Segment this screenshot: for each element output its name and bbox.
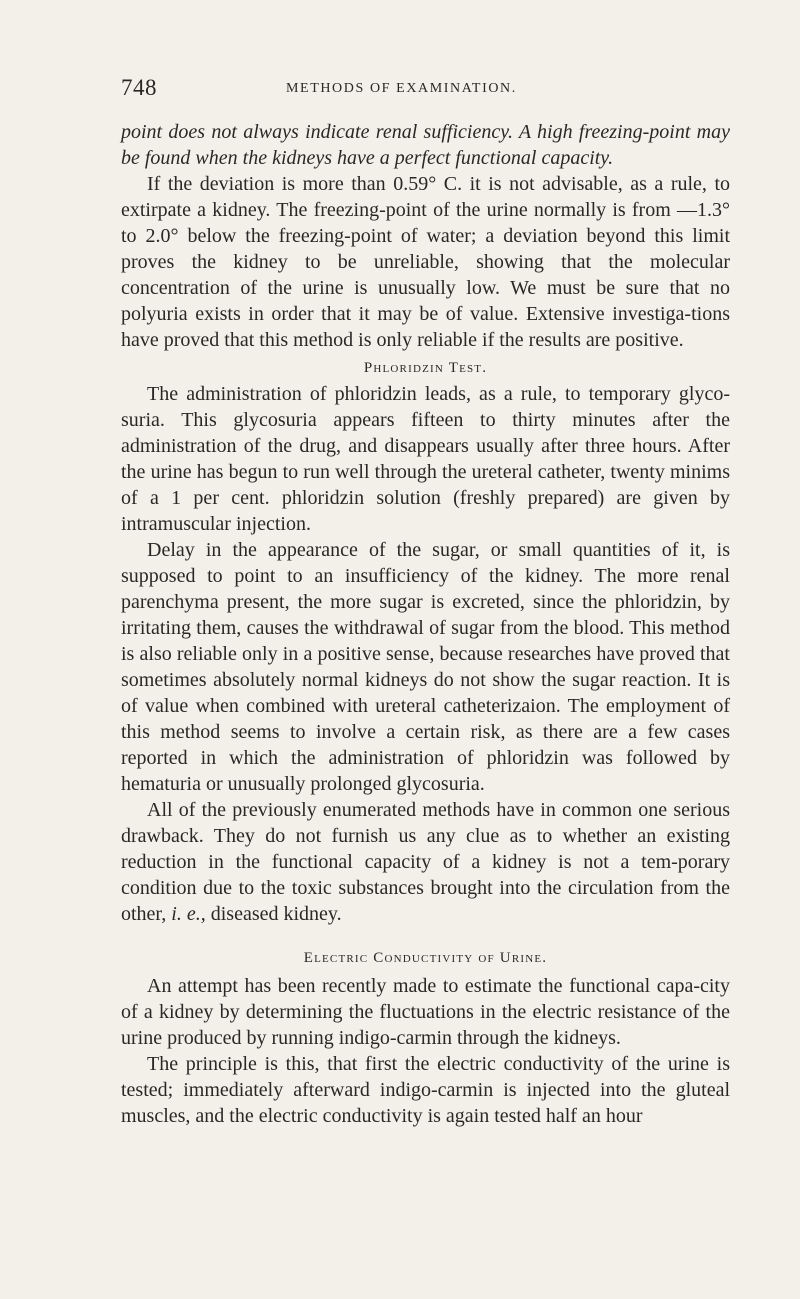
running-head bbox=[121, 75, 730, 105]
paragraph-freezing-point: If the deviation is more than 0.59° C. it is not advisable, as a rule, to extirpate a kidney. The freezing-point of the urine normally is from —1.3° to 2.0° below the freezing-point of water; a deviation beyond this limit proves the kidney to be unreliable, showing that the molecular concentration of the urine is unusually low. We must be sure that no polyuria exists in order that it may be of value. Extensive investiga-tions have proved that this method is only reliable if the results are positive. bbox=[121, 173, 730, 351]
paragraph-drawback-ie: i. e., bbox=[171, 903, 206, 925]
page-body bbox=[121, 119, 730, 1129]
paragraph-electric-principle: The principle is this, that first the electric conductivity of the urine is tested; immediately afterward indigo-carmin is injected into the gluteal muscles, and the electric conductivity is again tested half an hour bbox=[121, 1053, 730, 1127]
paragraph-drawback-text: All of the previously enumerated methods have in common one serious drawback. They do not furnish us any clue as to whether an existing reduction in the functional capacity of a kidney is not a tem-porary condition due to the toxic substances brought into the circulation from the other, bbox=[121, 799, 730, 925]
section-heading-phloridzin: Phloridzin Test. bbox=[363, 360, 488, 376]
paragraph-phloridzin-administration: The administration of phloridzin leads, as a rule, to temporary glyco-suria. This glycosuria appears fifteen to thirty minutes after the administration of the drug, and disappears usually after three hours. After the urine has begun to run well through the ureteral catheter, twenty minims of a 1 per cent. phloridzin solution (freshly prepared) are given by intramuscular injection. bbox=[121, 383, 730, 535]
section-heading-electric-conductivity: Electric Conductivity of Urine. bbox=[303, 950, 548, 966]
paragraph-continuation: point does not always indicate renal sufficiency. A high freezing-point may be found when the kidneys have a perfect functional capacity. bbox=[121, 121, 730, 169]
page-number: 748 bbox=[121, 75, 157, 100]
paragraph-drawback-end: diseased kidney. bbox=[210, 903, 342, 925]
paragraph-drawback bbox=[121, 797, 730, 927]
paragraph-phloridzin-delay: Delay in the appearance of the sugar, or small quantities of it, is supposed to point to an insufficiency of the kidney. The more renal parenchyma present, the more sugar is excreted, since the phloridzin, by irritating them, causes the withdrawal of sugar from the blood. This method is also reliable only in a positive sense, because researches have proved that sometimes absolutely normal kidneys do not show the sugar reaction. It is of value when combined with ureteral catheterizaion. The employment of this method seems to involve a certain risk, as there are a few cases reported in which the administration of phloridzin was followed by hematuria or unusually prolonged glycosuria. bbox=[121, 539, 730, 795]
paragraph-electric-intro: An attempt has been recently made to estimate the functional capa-city of a kidney by determining the fluctuations in the electric resistance of the urine produced by running indigo-carmin through the kidneys. bbox=[121, 975, 730, 1049]
running-title: METHODS OF EXAMINATION. bbox=[286, 81, 517, 96]
